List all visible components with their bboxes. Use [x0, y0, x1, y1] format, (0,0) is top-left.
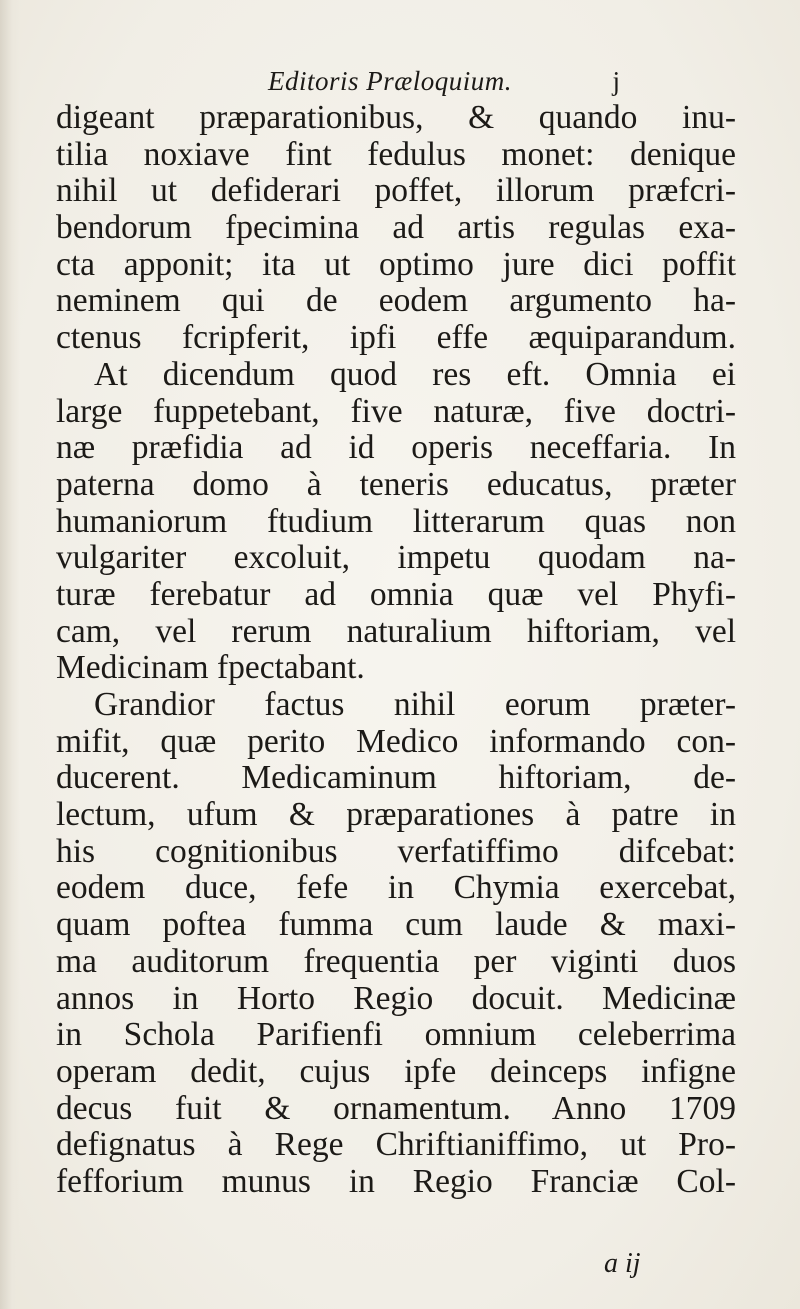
text-line: paterna domo à teneris educatus, præter [56, 465, 736, 503]
text-line: bendorum fpecimina ad artis regulas exa- [56, 209, 736, 247]
page-header [170, 66, 630, 102]
text-line: turæ ferebatur ad omnia quæ vel Phyfi- [56, 575, 736, 613]
text-line: neminem qui de eodem argumento ha- [56, 282, 736, 320]
text-line: cta apponit; ita ut optimo jure dici poffit [56, 245, 736, 283]
text-line: digeant præparationibus, & quando inu- [56, 99, 736, 136]
text-line: næ præfidia ad id operis neceffaria. In [56, 429, 736, 467]
text-line: annos in Horto Regio docuit. Medicinæ [56, 979, 736, 1017]
text-line: ma auditorum frequentia per viginti duos [56, 942, 736, 980]
text-line: tilia noxiave fint fedulus monet: denique [56, 135, 736, 173]
text-line: in Schola Parifienfi omnium celeberrima [56, 1016, 736, 1054]
body-text [56, 100, 736, 1201]
text-line: operam dedit, cujus ipfe deinceps infigne [56, 1052, 736, 1090]
text-line: fefforium munus in Regio Franciæ Col- [56, 1162, 736, 1200]
text-line: his cognitionibus verfatiffimo difcebat: [56, 832, 736, 870]
page-signature: j [612, 66, 620, 96]
text-line: vulgariter excoluit, impetu quodam na- [56, 539, 736, 577]
text-line: nihil ut defiderari poffet, illorum præfcri- [56, 172, 736, 210]
text-line: ducerent. Medicaminum hiftoriam, de- [56, 759, 736, 797]
text-line: quam poftea fumma cum laude & maxi- [56, 906, 736, 944]
text-line: large fuppetebant, five naturæ, five doctri- [56, 392, 736, 430]
running-title: Editoris Præloquium. [267, 66, 513, 96]
text-line: Medicinam fpectabant. [56, 649, 365, 687]
page-gutter [0, 0, 20, 1309]
text-line: decus fuit & ornamentum. Anno 1709 [56, 1089, 736, 1127]
text-line: eodem duce, fefe in Chymia exercebat, [56, 869, 736, 907]
text-line: ctenus fcripferit, ipfi effe æquiparandum. [56, 319, 736, 357]
text-line: lectum, ufum & præparationes à patre in [56, 796, 736, 834]
text-line: cam, vel rerum naturalium hiftoriam, vel [56, 612, 736, 650]
footer-signature-mark: a ij [604, 1248, 641, 1279]
text-line: mifit, quæ perito Medico informando con- [56, 722, 736, 760]
text-line: At dicendum quod res eft. Omnia ei [94, 355, 736, 393]
text-line: Grandior factus nihil eorum præter- [94, 686, 736, 723]
text-line: defignatus à Rege Chriftianiffimo, ut Pro- [56, 1126, 736, 1164]
text-line: humaniorum ftudium litterarum quas non [56, 502, 736, 540]
